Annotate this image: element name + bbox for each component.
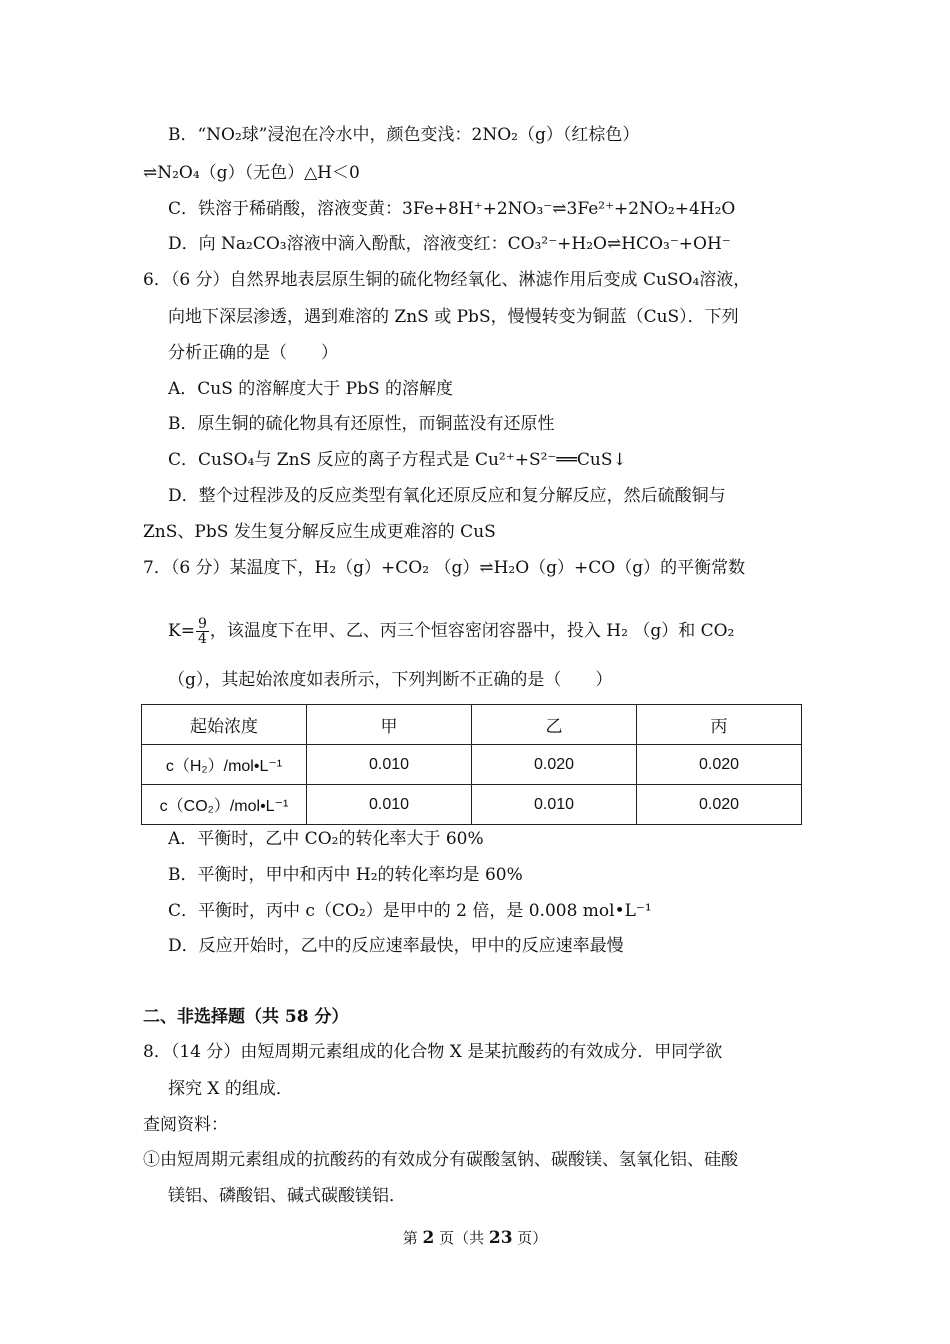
q8-reference-1-line1: ①由短周期元素组成的抗酸药的有效成分有碳酸氢钠、碳酸镁、氢氧化铝、硅酸 <box>143 1150 738 1170</box>
q7-option-a: A．平衡时，乙中 CO₂的转化率大于 60% <box>168 829 484 849</box>
page-number: 2 <box>422 1228 435 1248</box>
q6-stem-line3: 分析正确的是（ ） <box>168 343 338 363</box>
total-pages: 23 <box>488 1228 513 1248</box>
q7-k-fraction <box>196 617 209 646</box>
footer-middle: 页（共 <box>434 1229 489 1247</box>
table-cell: 0.010 <box>472 785 637 825</box>
table-cell: c（H₂）/mol•L⁻¹ <box>142 745 307 785</box>
table-cell: 0.010 <box>307 785 472 825</box>
q6-option-d-line1: D．整个过程涉及的反应类型有氧化还原反应和复分解反应，然后硫酸铜与 <box>168 486 726 506</box>
q6-stem-line1: 6．（6 分）自然界地表层原生铜的硫化物经氧化、淋滤作用后变成 CuSO₄溶液， <box>143 270 751 290</box>
q7-stem-line1: 7．（6 分）某温度下，H₂（g）+CO₂ （g）⇌H₂O（g）+CO（g）的平衡常数 <box>143 558 746 578</box>
table-cell: 0.020 <box>637 745 802 785</box>
q5-option-c: C．铁溶于稀硝酸，溶液变黄：3Fe+8H⁺+2NO₃⁻⇌3Fe²⁺+2NO₂+4H₂O <box>168 199 736 219</box>
footer-prefix: 第 <box>402 1229 423 1247</box>
footer-suffix: 页） <box>512 1229 548 1247</box>
table-cell: 0.010 <box>307 745 472 785</box>
q8-reference-1-line2: 镁铝、磷酸铝、碱式碳酸镁铝． <box>168 1186 406 1206</box>
q7-k-denominator: 4 <box>197 631 207 647</box>
q7-k-prefix: K= <box>168 621 195 641</box>
table-header-row <box>142 705 802 745</box>
q6-option-a: A．CuS 的溶解度大于 PbS 的溶解度 <box>168 379 454 399</box>
q6-option-d-line2: ZnS、PbS 发生复分解反应生成更难溶的 CuS <box>143 522 496 542</box>
table-header-cell: 起始浓度 <box>142 705 307 745</box>
table-header-cell: 丙 <box>637 705 802 745</box>
table-header-cell: 乙 <box>472 705 637 745</box>
section-title: 二、非选择题（共 58 分） <box>143 1007 349 1027</box>
initial-concentration-table <box>141 704 802 825</box>
table-row <box>142 745 802 785</box>
q6-option-c: C．CuSO₄与 ZnS 反应的离子方程式是 Cu²⁺+S²⁻══CuS↓ <box>168 450 627 470</box>
table-header-cell: 甲 <box>307 705 472 745</box>
table-cell: 0.020 <box>637 785 802 825</box>
table-cell: 0.020 <box>472 745 637 785</box>
q7-k-numerator: 9 <box>197 616 207 632</box>
page-footer <box>0 1227 950 1248</box>
q8-stem-line2: 探究 X 的组成． <box>168 1079 293 1099</box>
q8-stem-line1: 8．（14 分）由短周期元素组成的化合物 X 是某抗酸药的有效成分．甲同学欲 <box>143 1042 723 1062</box>
q5-option-d: D．向 Na₂CO₃溶液中滴入酚酞，溶液变红：CO₃²⁻+H₂O⇌HCO₃⁻+OH⁻ <box>168 234 731 254</box>
q7-stem-line2-text: ，该温度下在甲、乙、丙三个恒容密闭容器中，投入 H₂ （g）和 CO₂ <box>209 621 735 641</box>
q7-option-c: C．平衡时，丙中 c（CO₂）是甲中的 2 倍，是 0.008 mol•L⁻¹ <box>168 901 652 921</box>
table-cell: c（CO₂）/mol•L⁻¹ <box>142 785 307 825</box>
q7-stem-line2 <box>168 617 734 646</box>
q7-option-d: D．反应开始时，乙中的反应速率最快，甲中的反应速率最慢 <box>168 936 624 956</box>
table-row <box>142 785 802 825</box>
q7-option-b: B．平衡时，甲中和丙中 H₂的转化率均是 60% <box>168 865 523 885</box>
q6-option-b: B．原生铜的硫化物具有还原性，而铜蓝没有还原性 <box>168 414 555 434</box>
q8-reference-title: 查阅资料： <box>143 1115 228 1135</box>
q5-option-b-line1: B．“NO₂球”浸泡在冷水中，颜色变浅：2NO₂（g）（红棕色） <box>168 125 640 145</box>
q7-stem-line3: （g），其起始浓度如表所示，下列判断不正确的是（ ） <box>168 670 613 690</box>
q6-stem-line2: 向地下深层渗透，遇到难溶的 ZnS 或 PbS，慢慢转变为铜蓝（CuS）．下列 <box>168 307 739 327</box>
q5-option-b-line2: ⇌N₂O₄（g）（无色）△H＜0 <box>143 163 360 183</box>
